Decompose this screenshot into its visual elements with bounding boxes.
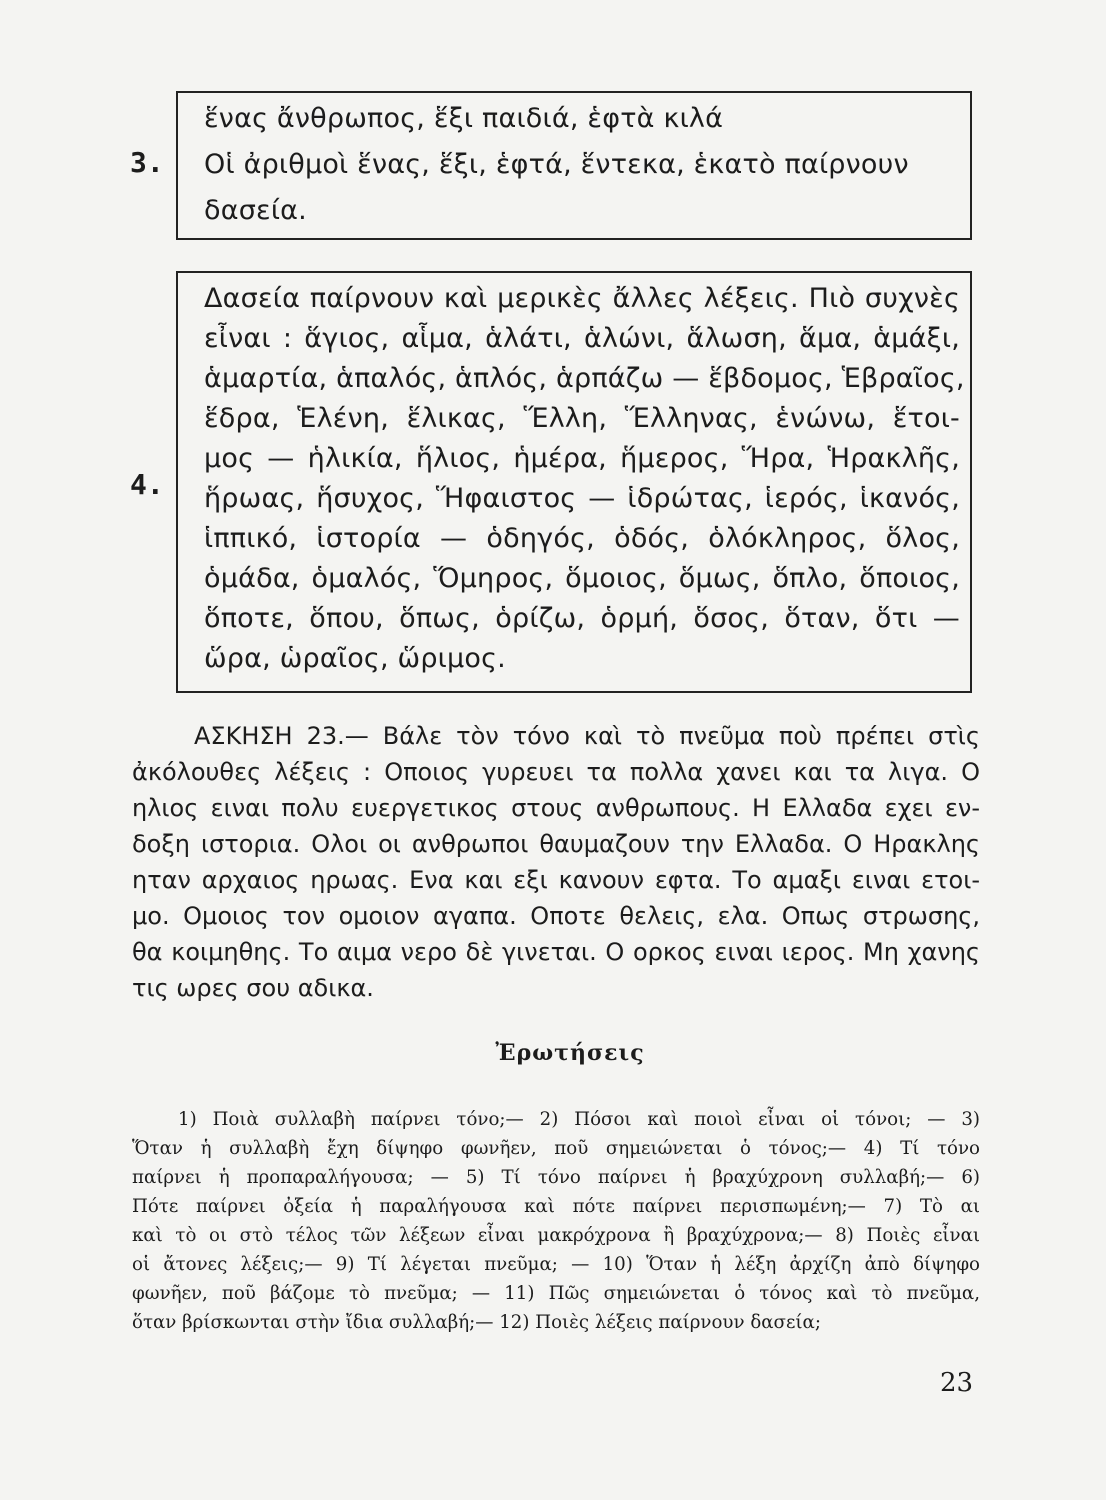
box4-line-3: ἁμαρτία, ἁπαλός, ἁπλός, ἁρπάζω — ἕβδομος, Ἑβραῖος, [204, 363, 965, 394]
box3-line-2: Οἱ ἀριθμοὶ ἕνας, ἕξι, ἑφτά, ἕντεκα, ἑκατὸ παίρνουν [204, 149, 909, 180]
section-number-3: 3. [130, 146, 164, 179]
question-line-7: φωνῆεν, ποῦ βάζομε τὸ πνεῦμα; — 11) Πῶς σημειώνεται ὁ τόνος καὶ τὸ πνεῦμα, [132, 1283, 980, 1304]
box4-line-6: ἥρωας, ἥσυχος, Ἥφαιστος — ἱδρώτας, ἱερός, ἱκανός, [204, 483, 960, 514]
question-line-2: Ὅταν ἡ συλλαβὴ ἔχη δίψηφο φωνῆεν, ποῦ σημειώνεται ὁ τόνος;— 4) Τί τόνο [132, 1138, 980, 1159]
question-line-3: παίρνει ἡ προπαραλήγουσα; — 5) Τί τόνο παίρνει ἡ βραχύχρονη συλλαβή;— 6) [132, 1167, 980, 1188]
exercise-line-8: τις ωρες σου αδικα. [132, 974, 374, 1002]
exercise-line-3: ηλιος ειναι πολυ ευεργετικος στους ανθρωπους. Η Ελλαδα εχει εν- [132, 794, 980, 822]
exercise-line-4: δοξη ιστορια. Ολοι οι ανθρωποι θαυμαζουν την Ελλαδα. Ο Ηρακλης [132, 830, 980, 858]
exercise-line-1: ΑΣΚΗΣΗ 23.— Βάλε τὸν τόνο καὶ τὸ πνεῦμα ποὺ πρέπει στὶς [194, 722, 980, 750]
question-line-5: καὶ τὸ οι στὸ τέλος τῶν λέξεων εἶναι μακρόχρονα ἢ βραχύχρονα;— 8) Ποιὲς εἶναι [132, 1225, 980, 1246]
box4-line-4: ἕδρα, Ἑλένη, ἕλικας, Ἕλλη, Ἕλληνας, ἑνώνω, ἕτοι- [204, 403, 960, 434]
box4-line-8: ὁμάδα, ὁμαλός, Ὅμηρος, ὅμοιος, ὅμως, ὅπλο, ὅποιος, [204, 563, 960, 594]
question-line-1: 1) Ποιὰ συλλαβὴ παίρνει τόνο;— 2) Πόσοι καὶ ποιοὶ εἶναι οἱ τόνοι; — 3) [178, 1109, 980, 1130]
box4-line-9: ὅποτε, ὅπου, ὅπως, ὁρίζω, ὁρμή, ὅσος, ὅταν, ὅτι — [204, 603, 960, 634]
box4-line-10: ὥρα, ὡραῖος, ὥριμος. [204, 643, 506, 674]
exercise-line-6: μο. Ομοιος τον ομοιον αγαπα. Οποτε θελεις, ελα. Οπως στρωσης, [132, 902, 980, 930]
exercise-line-7: θα κοιμηθης. Το αιμα νερο δὲ γινεται. Ο ορκος ειναι ιερος. Μη χανης [132, 938, 980, 966]
box4-line-7: ἱππικό, ἱστορία — ὁδηγός, ὁδός, ὁλόκληρος, ὅλος, [204, 523, 960, 554]
exercise-line-5: ηταν αρχαιος ηρωας. Ενα και εξι κανουν εφτα. Το αμαξι ειναι ετοι- [132, 866, 980, 894]
box4-line-5: μος — ἡλικία, ἥλιος, ἡμέρα, ἥμερος, Ἥρα, Ἡρακλῆς, [204, 443, 960, 474]
rule-box-3 [176, 91, 972, 240]
box3-line-3: δασεία. [204, 195, 307, 226]
page-number: 23 [940, 1368, 974, 1398]
exercise-line-2: ἀκόλουθες λέξεις : Οποιος γυρευει τα πολλα χανει και τα λιγα. Ο [132, 758, 980, 786]
question-line-6: οἱ ἄτονες λέξεις;— 9) Τί λέγεται πνεῦμα; — 10) Ὅταν ἡ λέξη ἀρχίζη ἀπὸ δίψηφο [132, 1254, 980, 1275]
rule-box-4 [176, 271, 972, 693]
section-number-4: 4. [130, 468, 164, 501]
questions-heading: Ἐρωτήσεις [495, 1040, 645, 1066]
question-line-4: Πότε παίρνει ὀξεία ἡ παραλήγουσα καὶ πότε παίρνει περισπωμένη;— 7) Τὸ αι [132, 1196, 980, 1217]
box3-line-1: ἕνας ἄνθρωπος, ἕξι παιδιά, ἑφτὰ κιλά [204, 103, 724, 134]
box4-line-2: εἶναι : ἅγιος, αἷμα, ἁλάτι, ἁλώνι, ἅλωση, ἅμα, ἁμάξι, [204, 323, 960, 354]
question-line-8: ὅταν βρίσκωνται στὴν ἴδια συλλαβή;— 12) Ποιὲς λέξεις παίρνουν δασεία; [132, 1312, 821, 1333]
box4-line-1: Δασεία παίρνουν καὶ μερικὲς ἄλλες λέξεις. Πιὸ συχνὲς [204, 283, 960, 314]
